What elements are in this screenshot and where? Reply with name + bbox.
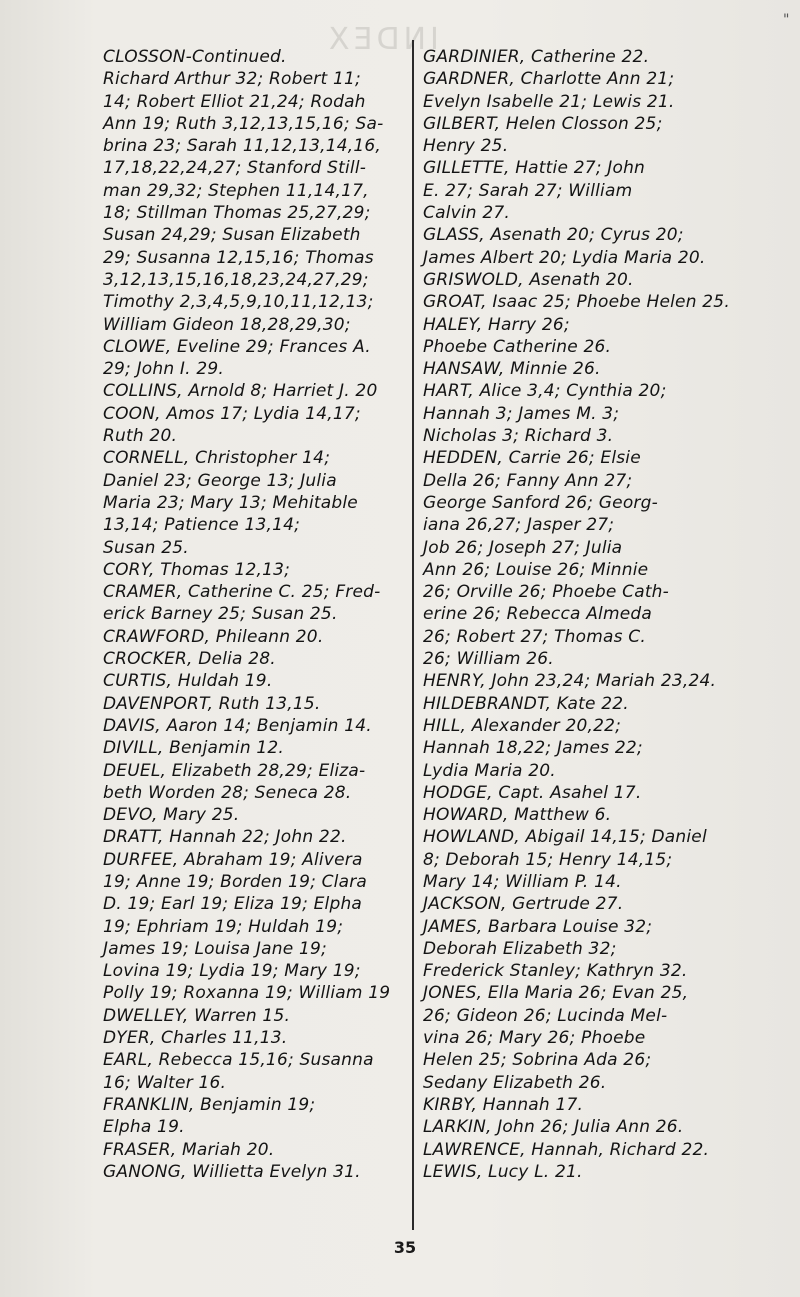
index-entry	[103, 1161, 403, 1183]
index-entry	[103, 46, 403, 68]
index-entry-line: Elpha 19.	[103, 1117, 185, 1138]
index-entry-line: 29; John I. 29.	[103, 359, 224, 380]
index-entry-line: Lovina 19; Lydia 19; Mary 19;	[103, 961, 361, 982]
index-entry-line: DWELLEY, Warren 15.	[103, 1005, 291, 1026]
index-entry-line: 29; Susanna 12,15,16; Thomas	[103, 247, 374, 268]
index-entry-line: Maria 23; Mary 13; Mehitable	[103, 492, 358, 513]
index-entry	[423, 715, 743, 782]
index-entry-line: HODGE, Capt. Asahel 17.	[423, 782, 642, 803]
index-entry-line: beth Worden 28; Seneca 28.	[103, 782, 352, 803]
index-entry-line: CROCKER, Delia 28.	[103, 649, 276, 670]
index-entry	[423, 447, 743, 670]
index-entry-line: 26; Gideon 26; Lucinda Mel-	[423, 1005, 668, 1026]
index-entry-line: HART, Alice 3,4; Cynthia 20;	[423, 381, 667, 402]
index-entry-line: Ann 26; Louise 26; Minnie	[423, 559, 649, 580]
index-entry-line: CRAWFORD, Phileann 20.	[103, 626, 324, 647]
index-entry-line: Frederick Stanley; Kathryn 32.	[423, 961, 688, 982]
index-entry-line: Henry 25.	[423, 136, 509, 157]
index-entry	[103, 336, 403, 381]
index-entry-line: DEUEL, Elizabeth 28,29; Eliza-	[103, 760, 366, 781]
index-entry-line: GRISWOLD, Asenath 20.	[423, 269, 634, 290]
index-entry-line: 26; Orville 26; Phoebe Cath-	[423, 582, 669, 603]
index-entry	[103, 1049, 403, 1094]
index-entry-line: 13,14; Patience 13,14;	[103, 515, 301, 536]
index-entry-line: Richard Arthur 32; Robert 11;	[103, 69, 361, 90]
index-entry-line: erine 26; Rebecca Almeda	[423, 604, 652, 625]
index-entry-line: CURTIS, Huldah 19.	[103, 671, 273, 692]
index-entry-line: Ann 19; Ruth 3,12,13,15,16; Sa-	[103, 113, 384, 134]
index-entry-line: CLOSSON-Continued.	[103, 47, 287, 67]
index-entry-line: Timothy 2,3,4,5,9,10,11,12,13;	[103, 292, 374, 313]
index-entry	[103, 1027, 403, 1049]
index-entry	[103, 447, 403, 558]
index-entry	[103, 693, 403, 715]
index-entry	[423, 1161, 743, 1183]
index-entry	[423, 157, 743, 224]
index-entry-line: LEWIS, Lucy L. 21.	[423, 1161, 583, 1182]
index-entry-line: JACKSON, Gertrude 27.	[423, 894, 624, 915]
page-number: 35	[393, 1238, 417, 1257]
index-entry-line: Della 26; Fanny Ann 27;	[423, 470, 633, 491]
index-entry-line: JAMES, Barbara Louise 32;	[423, 916, 653, 937]
index-entry-line: HEDDEN, Carrie 26; Elsie	[423, 448, 641, 469]
index-entry	[103, 581, 403, 626]
index-entry-line: DRATT, Hannah 22; John 22.	[103, 827, 347, 848]
index-entry-line: HILL, Alexander 20,22;	[423, 715, 622, 736]
index-entry-line: Lydia Maria 20.	[423, 760, 556, 781]
index-entry	[103, 403, 403, 448]
index-entry	[423, 46, 743, 68]
index-entry-line: DEVO, Mary 25.	[103, 805, 240, 826]
index-entry	[103, 648, 403, 670]
index-entry-line: 14; Robert Elliot 21,24; Rodah	[103, 91, 366, 112]
index-entry-line: erick Barney 25; Susan 25.	[103, 604, 338, 625]
index-entry	[103, 715, 403, 737]
index-entry-line: Mary 14; William P. 14.	[423, 871, 622, 892]
index-entry-line: 19; Ephriam 19; Huldah 19;	[103, 916, 344, 937]
index-entry-line: GARDNER, Charlotte Ann 21;	[423, 69, 675, 90]
index-entry-line: CRAMER, Catherine C. 25; Fred-	[103, 582, 381, 603]
index-entry-line: LAWRENCE, Hannah, Richard 22.	[423, 1139, 710, 1160]
bleed-through-header: INDEX	[325, 22, 439, 57]
index-entry-line: KIRBY, Hannah 17.	[423, 1094, 584, 1115]
index-entry-line: 3,12,13,15,16,18,23,24,27,29;	[103, 269, 369, 290]
index-entry-line: GLASS, Asenath 20; Cyrus 20;	[423, 225, 684, 246]
index-entry-line: man 29,32; Stephen 11,14,17,	[103, 180, 369, 201]
index-entry	[423, 982, 743, 1093]
index-entry	[423, 358, 743, 380]
index-entry	[423, 224, 743, 269]
index-entry-line: DURFEE, Abraham 19; Alivera	[103, 849, 363, 870]
index-entry-line: COLLINS, Arnold 8; Harriet J. 20	[103, 381, 378, 402]
index-entry-line: GILLETTE, Hattie 27; John	[423, 158, 646, 179]
index-entry-line: GILBERT, Helen Closson 25;	[423, 113, 663, 134]
index-entry-line: Sedany Elizabeth 26.	[423, 1072, 607, 1093]
index-entry-line: CORY, Thomas 12,13;	[103, 559, 291, 580]
index-entry-line: James Albert 20; Lydia Maria 20.	[423, 247, 706, 268]
index-entry-line: Hannah 18,22; James 22;	[423, 738, 643, 759]
index-entry-line: Hannah 3; James M. 3;	[423, 403, 620, 424]
index-entry-line: EARL, Rebecca 15,16; Susanna	[103, 1050, 374, 1071]
index-entry	[423, 1094, 743, 1116]
index-entry-line: Susan 24,29; Susan Elizabeth	[103, 225, 361, 246]
corner-mark: "	[783, 12, 790, 28]
index-entry-line: Ruth 20.	[103, 426, 178, 447]
index-column-right	[423, 46, 743, 1183]
index-entry-line: 18; Stillman Thomas 25,27,29;	[103, 203, 371, 224]
index-entry	[423, 804, 743, 826]
index-column-left	[103, 46, 403, 1183]
index-entry	[103, 1005, 403, 1027]
index-entry	[423, 893, 743, 915]
index-entry	[103, 1139, 403, 1161]
index-entry-line: Evelyn Isabelle 21; Lewis 21.	[423, 91, 675, 112]
index-entry	[423, 314, 743, 359]
index-entry-line: Phoebe Catherine 26.	[423, 336, 612, 357]
index-entry-line: DIVILL, Benjamin 12.	[103, 738, 285, 759]
index-entry-line: COON, Amos 17; Lydia 14,17;	[103, 403, 361, 424]
index-entry-line: Helen 25; Sobrina Ada 26;	[423, 1050, 652, 1071]
index-entry	[423, 826, 743, 893]
index-entry-line: 17,18,22,24,27; Stanford Still-	[103, 158, 367, 179]
index-entry-line: William Gideon 18,28,29,30;	[103, 314, 351, 335]
index-entry-line: Nicholas 3; Richard 3.	[423, 426, 614, 447]
index-entry	[103, 826, 403, 848]
index-entry-line: vina 26; Mary 26; Phoebe	[423, 1028, 646, 1049]
index-entry-line: Polly 19; Roxanna 19; William 19	[103, 983, 391, 1004]
index-entry	[103, 1094, 403, 1139]
index-entry-line: 26; Robert 27; Thomas C.	[423, 626, 646, 647]
index-entry-line: FRASER, Mariah 20.	[103, 1139, 275, 1160]
index-entry	[423, 1116, 743, 1138]
index-entry	[103, 626, 403, 648]
index-entry-line: JONES, Ella Maria 26; Evan 25,	[423, 983, 689, 1004]
index-entry-line: brina 23; Sarah 11,12,13,14,16,	[103, 136, 382, 157]
index-entry-line: Deborah Elizabeth 32;	[423, 938, 617, 959]
index-entry	[103, 559, 403, 581]
index-entry-line: HOWLAND, Abigail 14,15; Daniel	[423, 827, 707, 848]
index-entry	[103, 68, 403, 336]
index-entry	[103, 737, 403, 759]
index-entry-line: LARKIN, John 26; Julia Ann 26.	[423, 1117, 684, 1138]
index-entry-line: DAVENPORT, Ruth 13,15.	[103, 693, 321, 714]
index-entry	[423, 782, 743, 804]
index-entry-line: HANSAW, Minnie 26.	[423, 359, 601, 380]
index-entry-line: iana 26,27; Jasper 27;	[423, 515, 615, 536]
index-entry	[423, 693, 743, 715]
index-entry	[103, 380, 403, 402]
index-entry-line: D. 19; Earl 19; Eliza 19; Elpha	[103, 894, 363, 915]
index-entry-line: 8; Deborah 15; Henry 14,15;	[423, 849, 673, 870]
index-entry-line: 16; Walter 16.	[103, 1072, 227, 1093]
index-entry-line: HALEY, Harry 26;	[423, 314, 570, 335]
index-entry-line: DYER, Charles 11,13.	[103, 1028, 288, 1049]
column-divider	[412, 40, 414, 1230]
index-entry	[423, 269, 743, 291]
index-entry-line: E. 27; Sarah 27; William	[423, 180, 633, 201]
index-entry-line: George Sanford 26; Georg-	[423, 492, 658, 513]
index-entry-line: HENRY, John 23,24; Mariah 23,24.	[423, 671, 717, 692]
index-entry-line: Calvin 27.	[423, 203, 511, 224]
index-entry	[103, 670, 403, 692]
index-entry	[423, 291, 743, 313]
index-entry-line: Susan 25.	[103, 537, 189, 558]
index-entry-line: 19; Anne 19; Borden 19; Clara	[103, 871, 368, 892]
index-entry-line: Daniel 23; George 13; Julia	[103, 470, 337, 491]
index-entry-line: 26; William 26.	[423, 649, 554, 670]
index-entry-line: GROAT, Isaac 25; Phoebe Helen 25.	[423, 292, 730, 313]
index-entry-line: James 19; Louisa Jane 19;	[103, 938, 327, 959]
index-entry-line: GANONG, Willietta Evelyn 31.	[103, 1161, 361, 1182]
index-entry-line: HILDEBRANDT, Kate 22.	[423, 693, 629, 714]
index-entry-line: CORNELL, Christopher 14;	[103, 448, 331, 469]
index-entry	[103, 804, 403, 826]
index-entry	[423, 68, 743, 113]
index-entry	[423, 380, 743, 447]
index-entry-line: CLOWE, Eveline 29; Frances A.	[103, 336, 371, 357]
index-entry-line: DAVIS, Aaron 14; Benjamin 14.	[103, 715, 372, 736]
index-entry-line: FRANKLIN, Benjamin 19;	[103, 1094, 316, 1115]
index-entry	[423, 1139, 743, 1161]
index-entry	[423, 916, 743, 983]
index-entry-line: Job 26; Joseph 27; Julia	[423, 537, 623, 558]
index-entry-line: GARDINIER, Catherine 22.	[423, 47, 650, 67]
index-entry-line: HOWARD, Matthew 6.	[423, 805, 612, 826]
index-entry	[423, 670, 743, 692]
index-entry	[103, 849, 403, 1005]
index-entry	[423, 113, 743, 158]
index-entry	[103, 760, 403, 805]
